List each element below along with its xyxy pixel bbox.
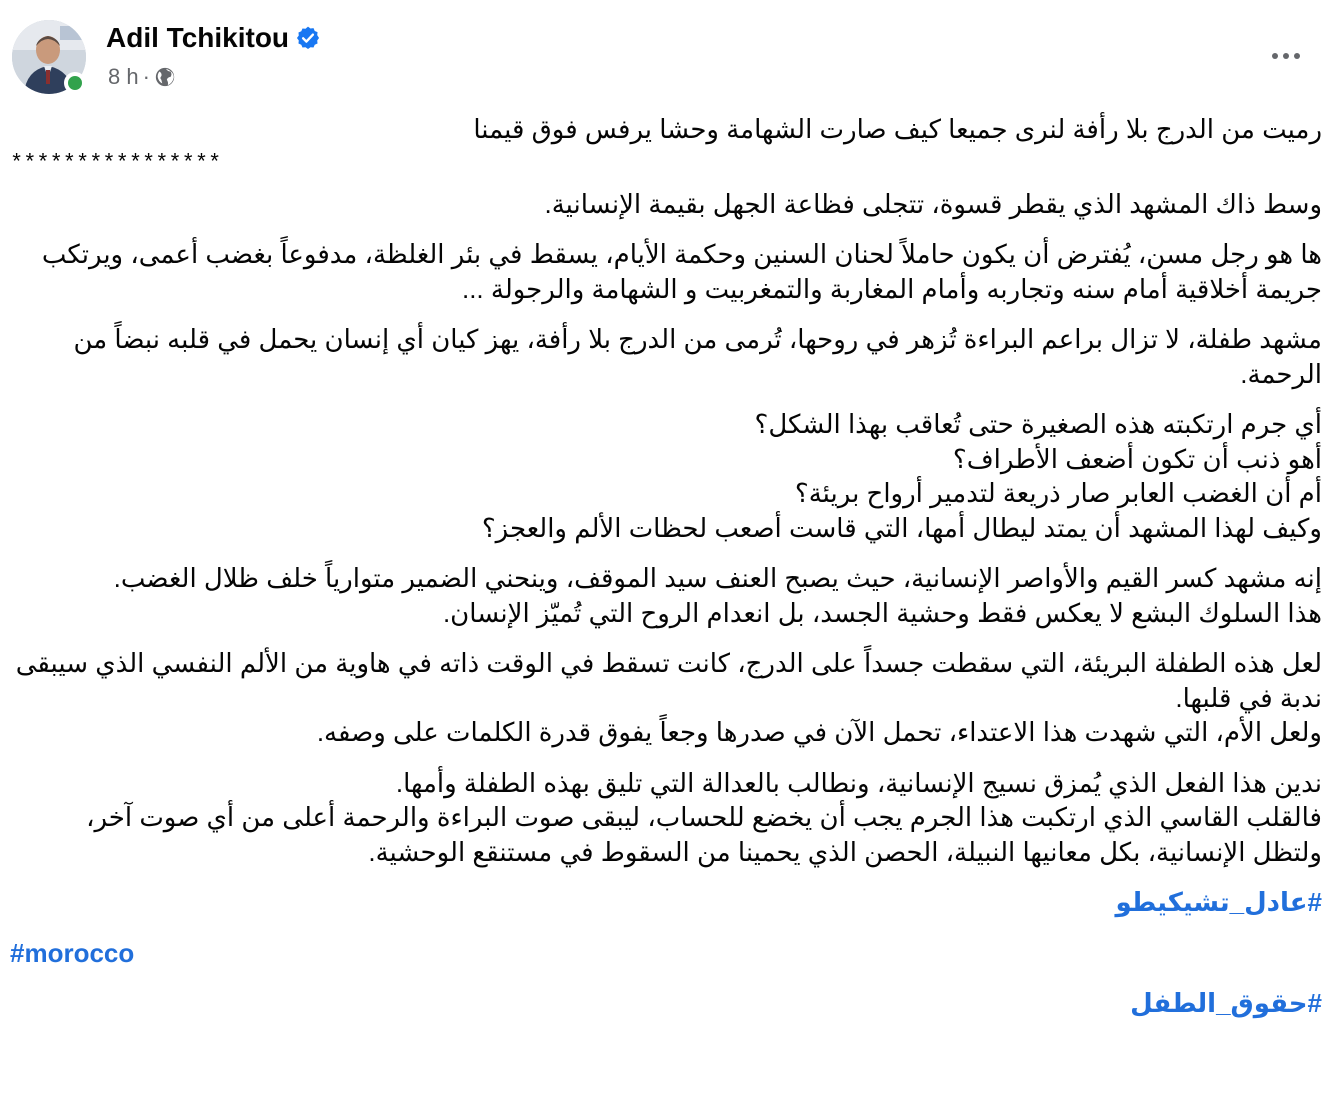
hashtag-row-1: [10, 885, 1322, 920]
post-paragraph-5: إنه مشهد كسر القيم والأواصر الإنسانية، حيث يصبح العنف سيد الموقف، وينحني الضمير متوارياً خلف ظلال الغضب. هذا السلوك البشع لا يعكس فقط وحشية الجسد، بل انعدام الروح التي تُميّز الإنسان.: [113, 563, 1322, 628]
post-paragraph-6: لعل هذه الطفلة البريئة، التي سقطت جسداً على الدرج، كانت تسقط في الوقت ذاته في هاوية من الألم النفسي الذي سيبقى ندبة في قلبها. ولعل الأم، التي شهدت هذا الاعتداء، تحمل الآن في صدرها وجعاً يفوق قدرة الكلمات على وصفه.: [15, 648, 1322, 747]
hashtag-row-2: [10, 936, 1322, 971]
author-name-row: [106, 20, 321, 56]
hashtag-row-3: [10, 986, 1322, 1021]
author-name[interactable]: Adil Tchikitou: [106, 22, 290, 53]
more-options-icon-dot: [1294, 53, 1300, 59]
more-options-button[interactable]: [1264, 38, 1308, 74]
post-paragraph-3: مشهد طفلة، لا تزال براعم البراءة تُزهر في روحها، تُرمى من الدرج بلا رأفة، يهز كيان أي إنسان يحمل في قلبه نبضاً من الرحمة.: [73, 324, 1322, 389]
post-time[interactable]: 8 h: [108, 64, 139, 89]
hashtag-morocco[interactable]: #morocco: [10, 937, 135, 968]
online-status-dot: [64, 72, 86, 94]
more-options-icon: [1272, 53, 1278, 59]
post-paragraph-2: ها هو رجل مسن، يُفترض أن يكون حاملاً لحنان السنين وحكمة الأيام، يسقط في بئر الغلظة، مدفوعاً بغضب أعمى، ويرتكب جريمة أخلاقية أمام سنه وتجاربه وأمام المغاربة والتمغربيت و الشهامة والرجولة ...: [41, 239, 1322, 304]
post-paragraph-4: أي جرم ارتكبته هذه الصغيرة حتى تُعاقب بهذا الشكل؟ أهو ذنب أن تكون أضعف الأطراف؟ أم أن الغضب العابر صار ذريعة لتدمير أرواح بريئة؟ وكيف لهذا المشهد أن يمتد ليطال أمها، التي قاست أصعب لحظات الألم والعجز؟: [481, 409, 1322, 543]
post-meta: [108, 62, 176, 92]
globe-icon[interactable]: [154, 66, 176, 88]
more-options-icon-dot: [1283, 53, 1289, 59]
post-header: [0, 0, 1344, 110]
hashtag-adil-tchikitou[interactable]: #عادل_تشيكيطو: [1115, 887, 1322, 917]
hashtag-child-rights[interactable]: #حقوق_الطفل: [1130, 988, 1322, 1018]
verified-badge-icon: [295, 25, 321, 51]
post-paragraph-7: ندين هذا الفعل الذي يُمزق نسيج الإنسانية، ونطالب بالعدالة التي تليق بهذه الطفلة وأمها. فالقلب القاسي الذي ارتكبت هذا الجرم يجب أن يخضع للحساب، ليبقى صوت البراءة والرحمة أعلى من أي صوت آخر، ولتظل الإنسانية، بكل معانيها النبيلة، الحصن الذي يحمينا من السقوط في مستنقع الوحشية.: [86, 767, 1322, 867]
stars-divider: ****************: [10, 150, 222, 176]
post-headline: رميت من الدرج بلا رأفة لنرى جميعا كيف صارت الشهامة وحشا يرفس فوق قيمنا: [473, 114, 1322, 144]
meta-separator: ·: [142, 64, 150, 89]
post-body: [10, 112, 1322, 1037]
avatar[interactable]: [12, 20, 86, 94]
post-paragraph-1: وسط ذاك المشهد الذي يقطر قسوة، تتجلى فظاعة الجهل بقيمة الإنسانية.: [544, 188, 1322, 219]
